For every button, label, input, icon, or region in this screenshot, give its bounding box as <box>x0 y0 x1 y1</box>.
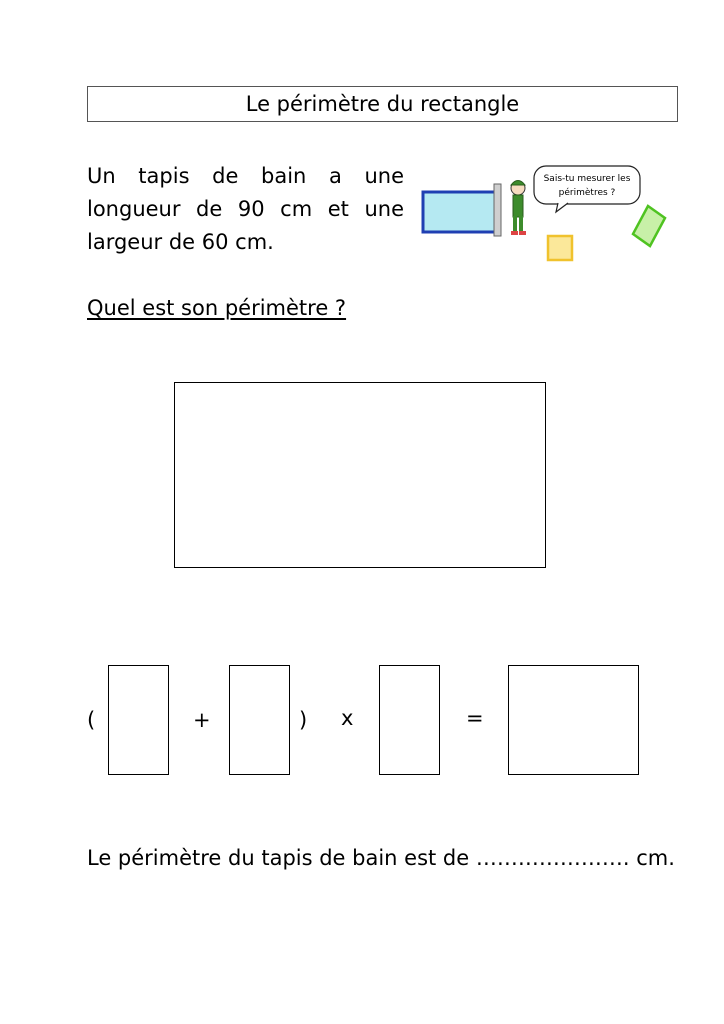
conclusion-sentence: Le périmètre du tapis de bain est de …………………. cm. <box>87 846 675 870</box>
equals-sign: = <box>466 706 484 730</box>
open-parenthesis: ( <box>87 708 96 732</box>
speech-text-line1: Sais-tu mesurer les <box>543 174 631 184</box>
page-title: Le périmètre du rectangle <box>245 92 520 116</box>
length-input-box[interactable] <box>108 665 169 775</box>
result-input-box[interactable] <box>508 665 639 775</box>
question: Quel est son périmètre ? <box>87 296 347 320</box>
answer-drawing-box[interactable] <box>174 382 546 568</box>
green-diamond-shape <box>633 206 665 246</box>
problem-statement: Un tapis de bain a une longueur de 90 cm et une largeur de 60 cm. <box>87 164 404 254</box>
character-figure <box>511 181 526 236</box>
ruler-shape <box>494 184 501 236</box>
yellow-square-shape <box>548 236 572 260</box>
rectangle-shape <box>423 192 495 232</box>
speech-bubble <box>534 166 640 212</box>
close-parenthesis: ) <box>299 708 308 732</box>
title-box <box>87 86 678 122</box>
illustration <box>418 158 690 266</box>
plus-sign: + <box>193 708 211 732</box>
speech-text-line2: périmètres ? <box>558 188 616 198</box>
width-input-box[interactable] <box>229 665 290 775</box>
multiplier-input-box[interactable] <box>379 665 440 775</box>
times-sign: x <box>341 706 354 730</box>
